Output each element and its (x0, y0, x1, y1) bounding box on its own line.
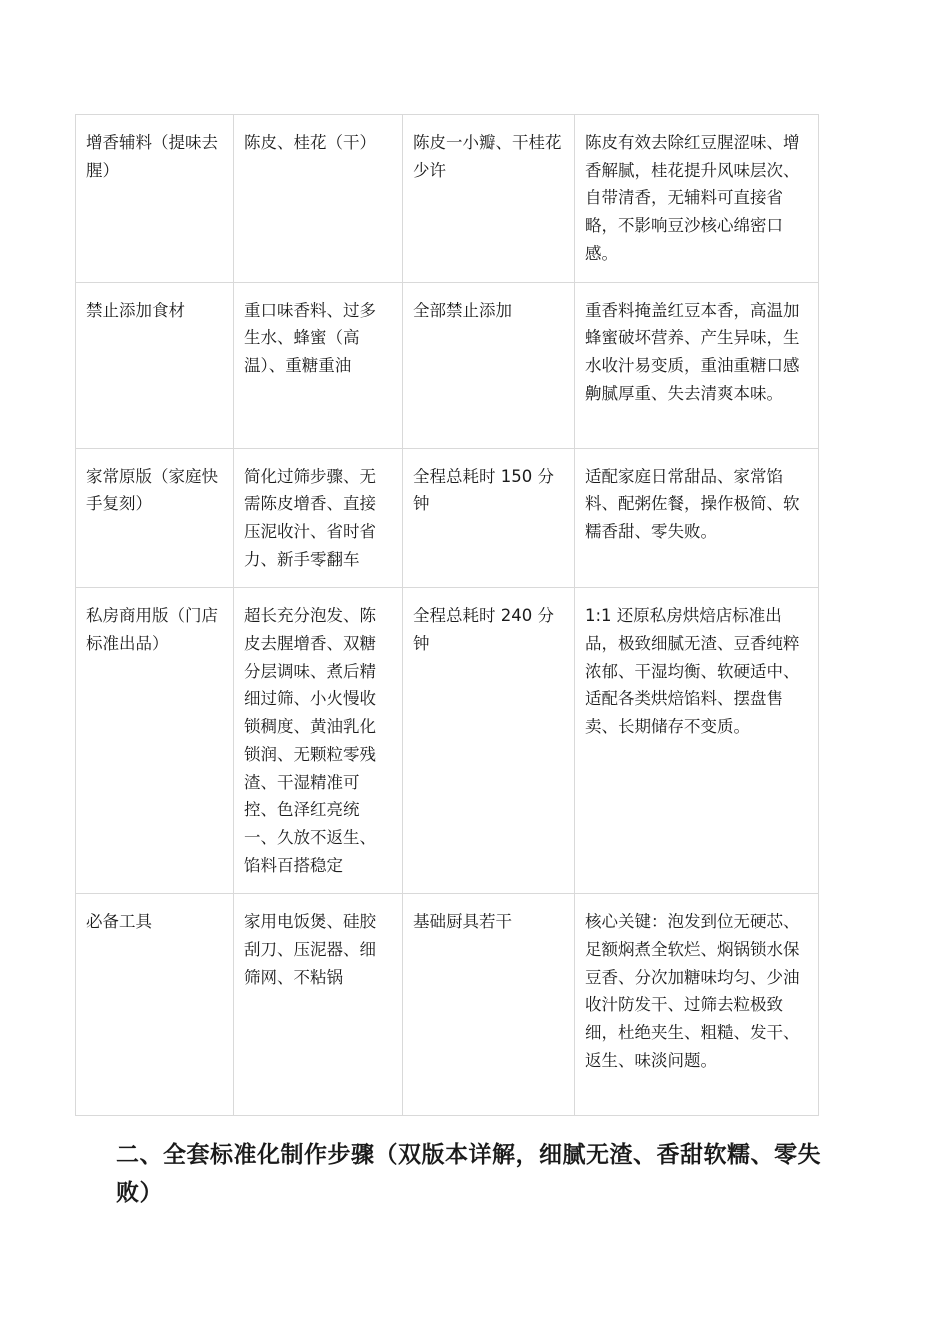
table-row (76, 448, 819, 588)
ingredient-table (75, 114, 819, 1116)
table-cell-amount: 全部禁止添加 (403, 282, 575, 448)
table-cell-amount: 全程总耗时 150 分钟 (403, 448, 575, 588)
table-cell-items: 重口味香料、过多生水、蜂蜜（高温）、重糖重油 (234, 282, 403, 448)
table-cell-category: 增香辅料（提味去腥） (76, 115, 234, 283)
table-cell-items: 简化过筛步骤、无需陈皮增香、直接压泥收汁、省时省力、新手零翻车 (234, 448, 403, 588)
table-cell-category: 必备工具 (76, 894, 234, 1116)
table-cell-notes: 重香料掩盖红豆本香，高温加蜂蜜破坏营养、产生异味，生水收汁易变质，重油重糖口感齁腻厚重、失去清爽本味。 (575, 282, 819, 448)
section-heading: 二、全套标准化制作步骤（双版本详解，细腻无渣、香甜软糯、零失败） (116, 1142, 821, 1206)
table-cell-items: 家用电饭煲、硅胶刮刀、压泥器、细筛网、不粘锅 (234, 894, 403, 1116)
table-cell-category: 禁止添加食材 (76, 282, 234, 448)
table-cell-notes: 陈皮有效去除红豆腥涩味、增香解腻，桂花提升风味层次、自带清香，无辅料可直接省略，不影响豆沙核心绵密口感。 (575, 115, 819, 283)
table-cell-amount: 全程总耗时 240 分钟 (403, 588, 575, 894)
table-cell-notes: 适配家庭日常甜品、家常馅料、配粥佐餐，操作极简、软糯香甜、零失败。 (575, 448, 819, 588)
table-cell-items: 陈皮、桂花（干） (234, 115, 403, 283)
table-cell-items: 超长充分泡发、陈皮去腥增香、双糖分层调味、煮后精细过筛、小火慢收锁稠度、黄油乳化锁润、无颗粒零残渣、干湿精准可控、色泽红亮统一、久放不返生、馅料百搭稳定 (234, 588, 403, 894)
table-cell-notes: 1:1 还原私房烘焙店标准出品，极致细腻无渣、豆香纯粹浓郁、干湿均衡、软硬适中、适配各类烘焙馅料、摆盘售卖、长期储存不变质。 (575, 588, 819, 894)
table-cell-category: 私房商用版（门店标准出品） (76, 588, 234, 894)
table-cell-amount: 基础厨具若干 (403, 894, 575, 1116)
table-cell-category: 家常原版（家庭快手复刻） (76, 448, 234, 588)
table-row (76, 115, 819, 283)
table-cell-notes: 核心关键：泡发到位无硬芯、足额焖煮全软烂、焖锅锁水保豆香、分次加糖味均匀、少油收汁防发干、过筛去粒极致细，杜绝夹生、粗糙、发干、返生、味淡问题。 (575, 894, 819, 1116)
table-row (76, 588, 819, 894)
table-row (76, 282, 819, 448)
table-cell-amount: 陈皮一小瓣、干桂花少许 (403, 115, 575, 283)
table-row (76, 894, 819, 1116)
